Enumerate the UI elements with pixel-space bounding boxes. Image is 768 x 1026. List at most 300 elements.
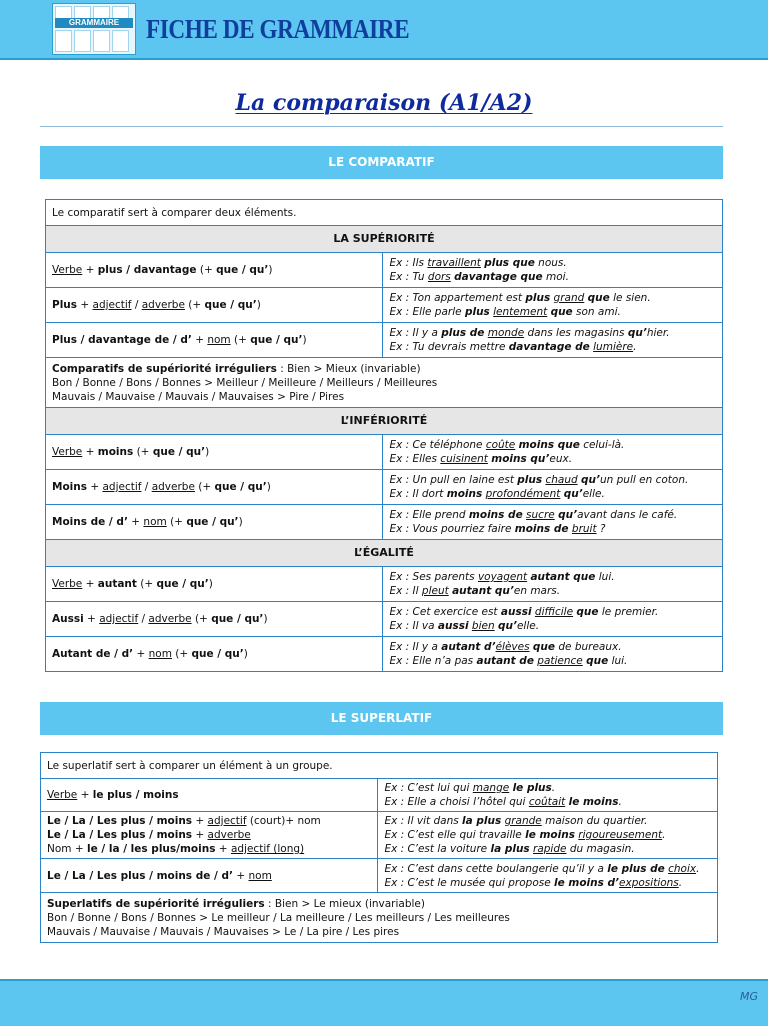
text-run: adverbe — [207, 829, 251, 841]
text-run: aussi — [437, 620, 469, 632]
text-run: Bon / Bonne / Bons / Bonnes > Le meilleur / La meilleure / Les meilleurs / Les meilleures — [47, 911, 510, 924]
text-run: difficile — [534, 606, 574, 618]
text-run: le premier. — [598, 606, 659, 618]
text-line — [384, 828, 711, 842]
text-run: ) — [208, 578, 213, 590]
section-band-superlatif: LE SUPERLATIF — [40, 702, 723, 735]
text-line — [52, 263, 376, 277]
rule-row — [46, 253, 723, 288]
example-cell — [378, 859, 718, 893]
text-run: + — [233, 869, 249, 882]
text-run: + — [87, 481, 103, 493]
text-run: Ex : C’est elle qui travaille — [384, 829, 526, 841]
text-line — [389, 584, 716, 598]
text-run: Mauvais / Mauvaise / Mauvais / Mauvaises > Pire / Pires — [52, 390, 345, 403]
text-line — [389, 326, 716, 340]
text-run: Ex : Elle prend — [389, 509, 469, 521]
example-cell — [383, 505, 723, 540]
example-cell — [383, 602, 723, 637]
text-run: le moins — [568, 796, 619, 808]
text-run: / — [138, 613, 149, 625]
text-run: coûte — [485, 439, 516, 451]
text-run: Ex : Elle n’a pas — [389, 655, 477, 667]
text-run: que — [576, 606, 599, 618]
text-line — [389, 640, 716, 654]
text-run: ) — [243, 648, 248, 660]
text-line — [47, 788, 371, 802]
text-run: Verbe — [52, 264, 83, 276]
text-run: plus — [517, 474, 543, 486]
text-line — [47, 897, 711, 911]
text-run: . — [618, 796, 622, 808]
text-line — [389, 487, 716, 501]
text-line — [47, 911, 711, 925]
text-run: Verbe — [47, 789, 78, 801]
text-run: (+ — [194, 481, 215, 493]
text-run: (+ — [136, 578, 157, 590]
text-run: plus — [525, 292, 551, 304]
text-run: Bon / Bonne / Bons / Bonnes > Meilleur / Meilleure / Meilleurs / Meilleures — [52, 376, 438, 389]
text-run: moins — [97, 446, 134, 458]
text-run: lumière — [593, 341, 634, 353]
text-run: Ex : Cet exercice est — [389, 606, 501, 618]
text-line — [389, 605, 716, 619]
text-run: le plus / moins — [92, 789, 179, 801]
footer-bar — [0, 979, 768, 1026]
text-run: Le / La / Les plus / moins de / d’ — [47, 869, 234, 882]
text-run: Ex : Vous pourriez faire — [389, 523, 515, 535]
text-run: autant qu’ — [452, 585, 514, 597]
rule-row — [46, 435, 723, 470]
example-cell — [383, 323, 723, 358]
text-line — [384, 842, 711, 856]
text-run: autant — [97, 578, 137, 590]
text-run: adverbe — [151, 481, 195, 493]
example-cell — [383, 435, 723, 470]
text-run: du magasin. — [566, 843, 635, 855]
text-line — [389, 522, 716, 536]
text-line — [384, 876, 711, 890]
text-run: Le / La / Les plus / moins — [47, 815, 193, 827]
text-run: (+ — [171, 648, 192, 660]
text-line — [389, 438, 716, 452]
text-run: Plus / davantage de / d’ — [52, 334, 192, 346]
text-run: son ami. — [572, 306, 621, 318]
text-run: travaillent — [427, 257, 481, 269]
rule-row — [41, 812, 718, 859]
text-run: mange — [472, 782, 510, 794]
text-run: Ex : Il vit dans — [384, 815, 463, 827]
text-run: nom — [248, 869, 272, 882]
text-run: Ex : Tu — [389, 271, 428, 283]
text-run: profondément — [485, 488, 561, 500]
text-run: grand — [553, 292, 585, 304]
text-line — [47, 842, 371, 856]
text-run: + — [83, 613, 100, 625]
text-line — [52, 362, 716, 376]
subheading-row — [46, 226, 723, 253]
rule-row — [46, 288, 723, 323]
text-run: Ex : Tu devrais mettre — [389, 341, 509, 353]
text-line — [389, 654, 716, 668]
text-line — [389, 619, 716, 633]
text-run: ) — [238, 516, 243, 528]
text-run: nom — [143, 516, 167, 528]
text-run: ) — [256, 299, 261, 311]
text-run: lui. — [608, 655, 628, 667]
text-run: ) — [205, 446, 210, 458]
text-run: adjectif (long) — [230, 843, 305, 855]
text-line — [52, 612, 376, 626]
intro-row — [41, 753, 718, 779]
logo-text: GRAMMAIRE — [55, 18, 133, 28]
text-run: avant dans le café. — [577, 509, 678, 521]
text-run: ) — [263, 613, 268, 625]
rule-row — [46, 505, 723, 540]
text-run: en mars. — [513, 585, 561, 597]
footer-initials: MG — [739, 990, 758, 1003]
text-line — [52, 480, 376, 494]
rule-cell — [46, 253, 383, 288]
text-run: moins que — [518, 439, 580, 451]
text-run: elle. — [582, 488, 605, 500]
text-run: (+ — [191, 613, 212, 625]
text-run: . — [678, 876, 683, 889]
text-run: . — [662, 829, 666, 841]
title-divider — [40, 126, 723, 127]
text-run: qu’ — [497, 620, 517, 632]
text-run: monde — [487, 327, 525, 339]
text-run: que / qu’ — [156, 578, 209, 590]
text-run: que — [586, 655, 609, 667]
rule-row — [41, 779, 718, 812]
text-run: Moins de / d’ — [52, 516, 128, 528]
header-title: FICHE DE GRAMMAIRE — [146, 14, 410, 44]
text-line — [384, 814, 711, 828]
header-bar — [0, 0, 768, 60]
text-run: la plus — [462, 815, 502, 827]
text-run: Mauvais / Mauvaise / Mauvais / Mauvaises > Le / La pire / Les pires — [47, 925, 400, 938]
text-run: Ex : Il — [389, 585, 422, 597]
subheading: LA SUPÉRIORITÉ — [46, 226, 723, 253]
text-run: le plus — [512, 782, 552, 794]
text-run: ) — [302, 334, 307, 346]
example-cell — [383, 470, 723, 505]
text-run: autant d’ — [441, 641, 496, 653]
text-run: davantage de — [508, 341, 590, 353]
rule-cell — [46, 505, 383, 540]
text-run: adjectif — [92, 299, 132, 311]
text-run: élèves — [495, 641, 530, 653]
text-run: Ex : C’est lui qui — [384, 782, 473, 794]
text-run: le moins d’ — [554, 876, 620, 889]
text-run: un pull en coton. — [599, 474, 689, 486]
text-run: (+ — [196, 264, 217, 276]
text-run: adverbe — [148, 613, 192, 625]
text-run: qu’ — [558, 509, 578, 521]
text-run: celui-là. — [579, 439, 625, 451]
example-cell — [378, 812, 718, 859]
text-run: que — [587, 292, 610, 304]
text-run: que / qu’ — [186, 516, 239, 528]
rule-cell — [46, 470, 383, 505]
text-run: lentement — [493, 306, 548, 318]
text-run: le / la / les plus/moins — [86, 843, 216, 855]
text-run: moins de — [514, 523, 569, 535]
text-run: cuisinent — [440, 453, 488, 465]
text-run: que / qu’ — [191, 648, 244, 660]
text-run: rapide — [533, 843, 567, 855]
text-run: bien — [471, 620, 495, 632]
text-run: que / qu’ — [214, 481, 267, 493]
text-run: que — [532, 641, 556, 653]
text-run: plus que — [484, 257, 535, 269]
text-run: elle. — [516, 620, 540, 632]
rule-cell — [41, 859, 378, 893]
text-run: davantage que — [454, 271, 543, 283]
text-run: Ex : C’est la voiture — [384, 843, 491, 855]
text-run: autant que — [530, 571, 596, 583]
text-line — [389, 270, 716, 284]
text-line — [389, 452, 716, 466]
text-run: Ex : Un pull en laine est — [389, 474, 518, 486]
text-run: que / qu’ — [204, 299, 257, 311]
text-run: que / qu’ — [216, 264, 269, 276]
text-run: (court)+ nom — [246, 815, 321, 827]
text-run: le moins — [525, 829, 575, 841]
text-run: la plus — [490, 843, 530, 855]
text-run: le sien. — [609, 292, 651, 304]
text-run: / — [141, 481, 152, 493]
text-run: eux. — [549, 453, 573, 465]
text-run: Ex : Elles — [389, 453, 441, 465]
rule-cell — [46, 637, 383, 672]
text-run: moins — [446, 488, 483, 500]
text-run: Moins — [52, 481, 87, 493]
text-run: Ex : Elle a choisi l’hôtel qui — [384, 796, 529, 808]
text-line — [389, 256, 716, 270]
rule-cell — [46, 288, 383, 323]
text-run: ) — [266, 481, 271, 493]
text-run: (+ — [184, 299, 205, 311]
document-title: La comparaison (A1/A2) — [235, 90, 533, 116]
text-run: hier. — [646, 327, 670, 339]
text-line — [384, 781, 711, 795]
text-run: lui. — [595, 571, 615, 583]
text-run: rigoureusement — [578, 829, 663, 841]
text-run: le plus de — [607, 862, 665, 875]
irregular-cell — [41, 893, 718, 943]
text-line — [52, 298, 376, 312]
text-line — [389, 570, 716, 584]
text-run: plus — [464, 306, 490, 318]
subheading: L’INFÉRIORITÉ — [46, 408, 723, 435]
text-run: Le / La / Les plus / moins — [47, 829, 193, 841]
text-line — [384, 795, 711, 809]
text-run: + — [77, 789, 93, 801]
text-run: dans les magasins — [524, 327, 628, 339]
comparatif-table — [45, 199, 723, 672]
example-cell — [383, 637, 723, 672]
text-run: + — [82, 446, 98, 458]
subheading-row — [46, 540, 723, 567]
text-line — [384, 862, 711, 876]
text-run: . — [696, 862, 700, 875]
text-run: + — [191, 334, 208, 346]
text-run: qu’ — [627, 327, 647, 339]
text-run: Autant de / d’ — [52, 648, 134, 660]
text-run: ) — [268, 264, 273, 276]
text-run: Ex : C’est le musée qui propose — [384, 876, 555, 889]
text-run: nous. — [534, 257, 567, 269]
text-run: voyagent — [477, 571, 528, 583]
rule-row — [46, 637, 723, 672]
text-run: + — [127, 516, 144, 528]
text-run: Ex : Il va — [389, 620, 438, 632]
text-run: Verbe — [52, 578, 83, 590]
text-run: Aussi — [52, 613, 84, 625]
text-run: que / qu’ — [211, 613, 264, 625]
text-line — [47, 814, 371, 828]
rule-cell — [46, 435, 383, 470]
text-line — [52, 647, 376, 661]
text-run: Ex : C’est dans cette boulangerie qu’il y a — [384, 862, 608, 875]
example-cell — [378, 779, 718, 812]
text-run: Ex : Il y a — [389, 641, 442, 653]
text-run: Ex : Elle parle — [389, 306, 465, 318]
irregular-row — [41, 893, 718, 943]
text-run: (+ — [133, 446, 153, 458]
text-line — [389, 473, 716, 487]
text-line — [47, 869, 371, 883]
rule-cell — [41, 812, 378, 859]
text-run: plus de — [441, 327, 485, 339]
intro-text: Le comparatif sert à comparer deux éléments. — [46, 200, 723, 226]
text-run: . — [551, 782, 556, 794]
text-line — [52, 577, 376, 591]
text-line — [47, 828, 371, 842]
superlatif-table — [40, 752, 718, 943]
text-run: Comparatifs de supériorité irréguliers — [52, 362, 277, 375]
text-run: Ex : Ce téléphone — [389, 439, 486, 451]
text-run: Ex : Il dort — [389, 488, 447, 500]
text-run: Nom + — [47, 843, 87, 855]
rule-cell — [46, 567, 383, 602]
rule-row — [41, 859, 718, 893]
rule-row — [46, 323, 723, 358]
text-run: dors — [427, 271, 451, 283]
text-run: (+ — [230, 334, 251, 346]
text-run: plus / davantage — [97, 264, 197, 276]
text-run: Ex : Ses parents — [389, 571, 478, 583]
text-line — [389, 291, 716, 305]
intro-text: Le superlatif sert à comparer un élément à un groupe. — [41, 753, 718, 779]
rule-row — [46, 602, 723, 637]
text-run: aussi — [500, 606, 532, 618]
text-run: bruit — [571, 523, 597, 535]
text-run: que / qu’ — [250, 334, 303, 346]
text-run: + — [133, 648, 149, 660]
text-run: que / qu’ — [152, 446, 206, 458]
text-run: Ex : Ton appartement est — [389, 292, 526, 304]
text-run: qu’ — [563, 488, 583, 500]
text-run: expositions — [619, 876, 679, 889]
example-cell — [383, 288, 723, 323]
irregular-cell — [46, 358, 723, 408]
text-run: coûtait — [528, 796, 566, 808]
text-run: + — [77, 299, 93, 311]
text-run: Plus — [52, 299, 78, 311]
text-run: adjectif — [102, 481, 142, 493]
text-run: nom — [207, 334, 231, 346]
worksheet-logo-icon — [52, 3, 136, 55]
text-run: autant de — [476, 655, 534, 667]
rule-cell — [41, 779, 378, 812]
text-run: + — [82, 578, 98, 590]
text-line — [52, 390, 716, 404]
text-run: ? — [596, 523, 606, 535]
text-run: pleut — [421, 585, 449, 597]
rule-row — [46, 567, 723, 602]
text-run: de bureaux. — [555, 641, 622, 653]
text-run: Ex : Il y a — [389, 327, 442, 339]
text-line — [389, 508, 716, 522]
text-run: sucre — [526, 509, 555, 521]
rule-row — [46, 470, 723, 505]
section-band-comparatif: LE COMPARATIF — [40, 146, 723, 179]
text-run: adjectif — [207, 815, 247, 827]
text-run: / — [131, 299, 142, 311]
text-run: adverbe — [141, 299, 185, 311]
text-line — [47, 925, 711, 939]
text-run: choix — [668, 862, 697, 875]
text-run: adjectif — [99, 613, 139, 625]
text-run: qu’ — [581, 474, 600, 486]
subheading: L’ÉGALITÉ — [46, 540, 723, 567]
text-run: + — [192, 829, 208, 841]
text-line — [52, 376, 716, 390]
example-cell — [383, 253, 723, 288]
text-run: Superlatifs de supériorité irréguliers — [47, 897, 265, 910]
text-run: patience — [537, 655, 583, 667]
irregular-row — [46, 358, 723, 408]
text-run: maison du quartier. — [541, 815, 648, 827]
text-line — [52, 515, 376, 529]
text-run: nom — [148, 648, 172, 660]
subheading-row — [46, 408, 723, 435]
text-line — [389, 305, 716, 319]
text-run: grande — [504, 815, 542, 827]
rule-cell — [46, 602, 383, 637]
text-run: que — [550, 306, 573, 318]
text-run: Verbe — [52, 446, 83, 458]
text-line — [52, 445, 376, 459]
text-run: moi. — [542, 271, 569, 283]
text-run: . — [633, 341, 637, 353]
text-run: Ex : Ils — [389, 257, 428, 269]
text-run: moins qu’ — [491, 453, 550, 465]
text-run: + — [192, 815, 208, 827]
rule-cell — [46, 323, 383, 358]
text-line — [52, 333, 376, 347]
example-cell — [383, 567, 723, 602]
text-run: : Bien > Le mieux (invariable) — [264, 897, 425, 910]
intro-row — [46, 200, 723, 226]
text-run: : Bien > Mieux (invariable) — [276, 362, 421, 375]
text-run: + — [215, 843, 231, 855]
text-run: moins de — [468, 509, 523, 521]
text-run: (+ — [166, 516, 187, 528]
